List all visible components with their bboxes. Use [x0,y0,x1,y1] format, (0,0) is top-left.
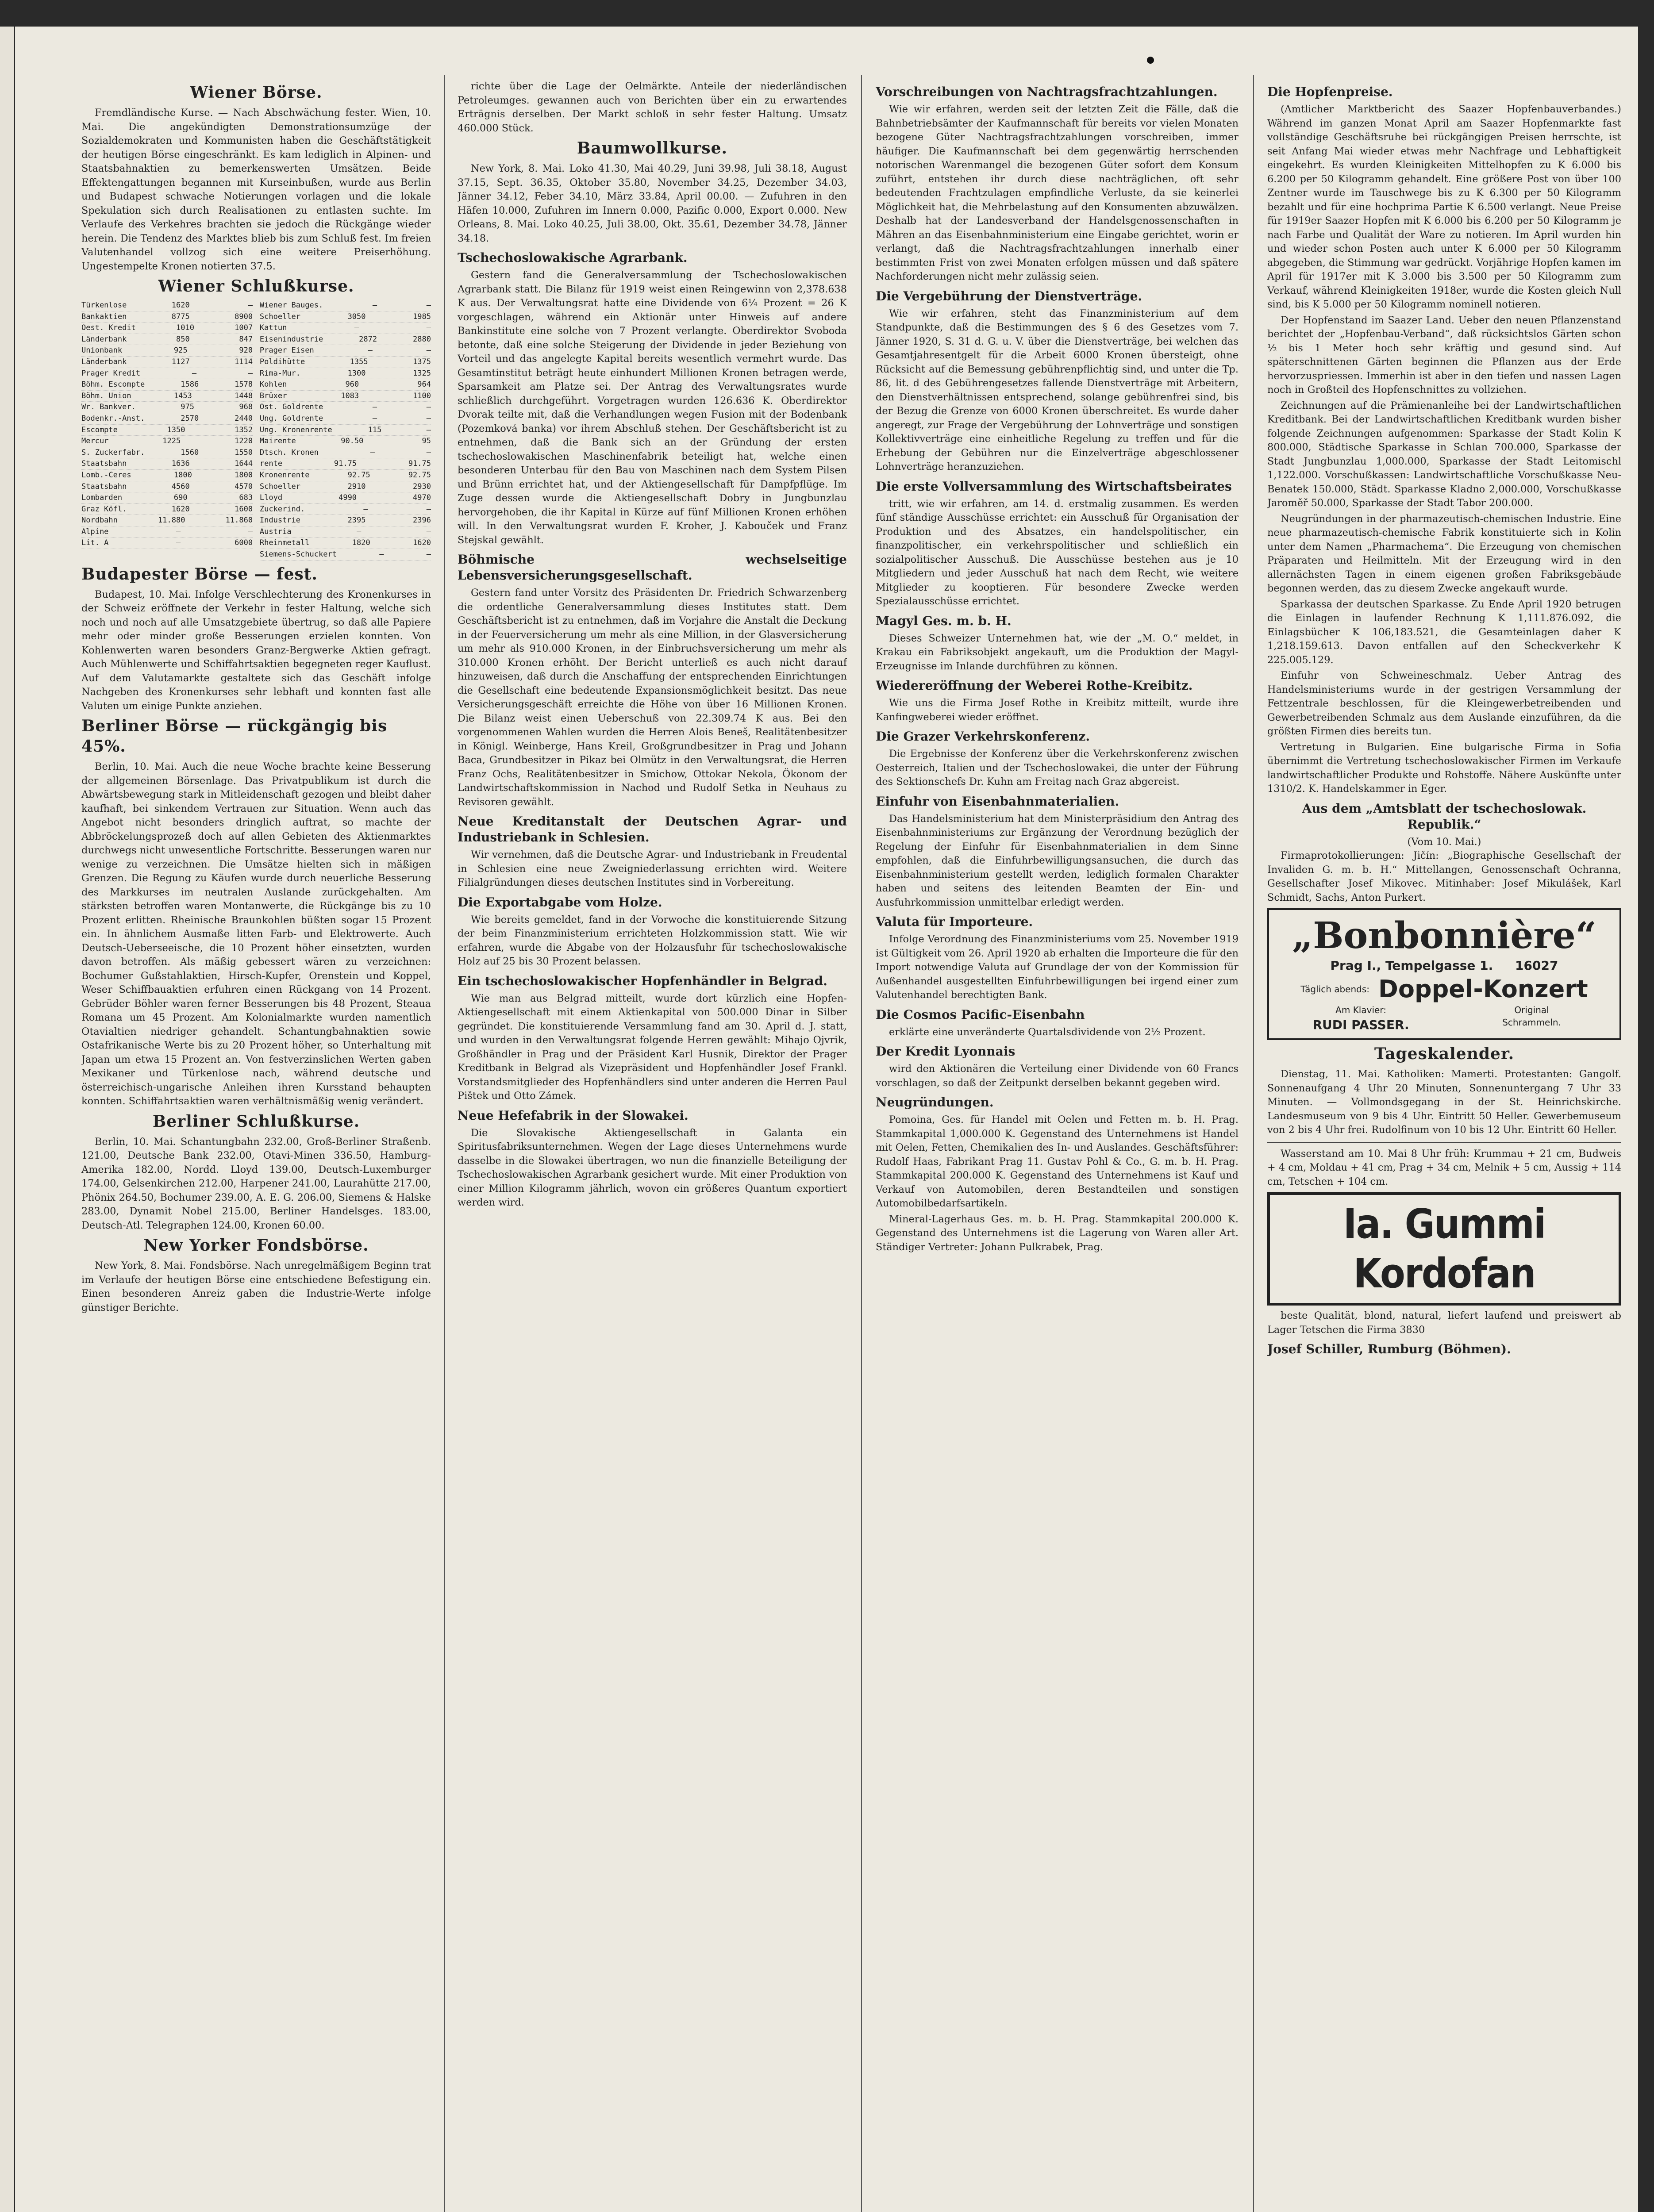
quote-table-right [260,300,431,561]
article-magyl: Dieses Schweizer Unternehmen hat, wie der „M. O.“ meldet, in Krakau ein Fabriksobjekt angekauft, um die Produktion der Magyl-Erzeugnisse im Inlande durchführen zu können. [876,632,1239,672]
quote-row [81,391,253,402]
article-hopfenhaendler: Wie man aus Belgrad mitteilt, wurde dort kürzlich eine Hopfen-Aktiengesellschaft mit einem Aktienkapital von 500.000 Dinar in Silber gegründet. Die konstituierende Versammlung fand am 30. April d. J. statt, und wurden in den Verwaltungsrat folgende Herren gewählt: Mihajo Ojvrik, Großhändler in Prag und der Präsident Karl Husnik, Direktor der Prager Kreditbank in Belgrad als Vizepräsident und Hopfenhändler Josef Frankl. Vorstandsmitglieder des Hopfenhändlers sind unter anderen die Herren Paul Pištek und Otto Zámek. [458,992,847,1102]
quote-value: 11.860 [225,516,253,525]
advert-event: Doppel-Konzert [1378,975,1588,1003]
article-lebensversicherung: Gestern fand unter Vorsitz des Präsidenten Dr. Friedrich Schwarzenberg die ordentliche Generalversammlung dieses Institutes statt. Dem Geschäftsbericht ist zu entnehmen, daß im Vorjahre die Anstalt die Deckung in der Feuerversicherung um mehr als eine Million, in der Glasversicherung um mehr als 910.000 Kronen, in der Einbruchsversicherung um mehr als 310.000 Kronen erhöht. Der Bericht unterließ es auch nicht darauf hinzuweisen, daß durch die Anschaffung der entsprechenden Einrichtungen die Gesellschaft eine bedeutende Expansionsmöglichkeit besitzt. Das neue Versicherungsgeschäft erreichte die Höhe von über 16 Millionen Kronen. Die Bilanz weist einen Ueberschuß von 22.309.74 K aus. Bei den vorgenommenen Wahlen wurden die Herren Alois Beneš, Realitätenbesitzer in Königl. Weinberge, Hans Kreil, Großgrundbesitzer in Prag und Johann Baca, Grundbesitzer in Pikaz bei Olmütz in den Verwaltungsrat, die Herren Franz Ochs, Realitätenbesitzer in Smichow, Ottokar Nekola, Ökonom der Landwirtschaftskommission in Nachod und Rudolf Setka in Neuhaus zu Revisoren gewählt. [458,587,847,808]
quote-value: 1375 [413,357,431,366]
quote-value: 1644 [235,459,253,469]
quote-name: Böhm. Escompte [81,380,145,389]
quote-value: — [192,369,197,378]
quote-value: 1636 [171,459,190,469]
quote-value: 95 [422,437,431,446]
quote-row [81,458,253,470]
advert-pianist [1312,1004,1409,1034]
quote-value: — [248,369,253,378]
column-3 [876,80,1239,2212]
quote-name: Nordbahn [81,516,118,525]
quote-value: 690 [173,493,188,503]
article-berliner-schlusskurse: Berlin, 10. Mai. Schantungbahn 232.00, Groß-Berliner Straßenb. 121.00, Deutsche Bank 232.00, Otavi-Minen 336.50, Hamburg-Amerika 182.00, Nordd. Lloyd 139.00, Deutsch-Luxemburger 174.00, Gelsenkirchen 212.00, Harpener 241.00, Laurahütte 217.00, Phönix 264.50, Bochumer 239.00, A. E. G. 206.00, Siemens & Halske 283.00, Dynamit Nobel 215.00, Berliner Handelsges. 183.00, Deutsch-Atl. Telegraphen 124.00, Kronen 60.00. [81,1136,431,1231]
advert-pianist-name: RUDI PASSER. [1312,1018,1409,1032]
quote-row [260,492,431,504]
heading-nachtragsfracht: Vorschreibungen von Nachtragsfrachtzahlungen. [876,84,1218,99]
quote-value: 1620 [171,504,190,514]
quote-value: 92.75 [408,470,431,480]
quote-name: Bodenkr.-Anst. [81,414,145,423]
quote-value: 1114 [235,357,253,366]
quote-value: 1083 [341,391,359,400]
quote-row [260,311,431,323]
article-hopfenstand: Der Hopfenstand im Saazer Land. Ueber den neuen Pflanzenstand berichtet der „Hopfenbau-Verband“, daß rücksichtslos Gärten schon ½ bis 1 Meter hoch sehr kräftig und gesund sind. Auf späterschnittenen Gärten beginnen die Pflanzen aus der Erde hervorzuspriessen. Immerhin ist aber in den tiefen und nassen Lagen noch in Großteil des Hopfenschnittes zu vollziehen. [1267,314,1621,396]
heading-verkehrskonferenz: Die Grazer Verkehrskonferenz. [876,729,1090,744]
heading-wiener-schlusskurse: Wiener Schlußkurse. [158,277,354,296]
article-neugruendungen: Pomoina, Ges. für Handel mit Oelen und Fetten m. b. H. Prag. Stammkapital 1,000.000 K. Gegenstand des Unternehmens ist Handel mit Oelen, Fetten, Chemikalien des In- und Auslandes. Geschäftsführer: Rudolf Haas, Fabrikant Prag 11. Gustav Pohl & Co., G. m. b. H. Prag. Stammkapital 200.000 K. Gegenstand des Unternehmens ist Kauf und Verkauf von Automobilen, deren Bestandteilen und sonstigen Automobilbedarfsartikeln. [876,1114,1239,1209]
article-neugruendungen-2: Mineral-Lagerhaus Ges. m. b. H. Prag. Stammkapital 200.000 K. Gegenstand des Unternehmens ist die Lagerung von Waren aller Art. Ständiger Vertreter: Johann Pulkrabek, Prag. [876,1213,1239,1253]
column-4 [1267,80,1621,2212]
heading-valuta-importeure: Valuta für Importeure. [876,914,1033,929]
quote-value: — [426,323,431,333]
quote-value: 683 [239,493,253,503]
article-firmaprotokoll: Firmaprotokollierungen: Jičín: „Biographische Gesellschaft der Invaliden G. m. b. H.“ Mittellangen, Genossenschaft Ochranna, Gesellschafter Josef Mikovec. Mitinhaber: Josef Mikulášek, Karl Schmidt, Sachs, Anton Purkert. [1267,850,1621,903]
quote-value: 1985 [413,312,431,321]
quote-name: Böhm. Union [81,391,131,400]
quote-value: 90.50 [341,437,364,446]
heading-hefefabrik: Neue Hefefabrik in der Slowakei. [458,1108,689,1123]
quote-value: 2872 [359,334,377,344]
heading-magyl: Magyl Ges. m. b. H. [876,613,1012,628]
quote-row [260,436,431,447]
advert-performers-row [1273,1004,1615,1034]
quote-name: Türkenlose [81,301,127,310]
quote-value: 1007 [235,323,253,333]
quote-row [81,323,253,334]
quote-name: Schoeller [259,482,301,491]
quote-value: 847 [239,334,253,344]
quote-value: 11.880 [158,516,185,525]
quote-value: 4570 [235,482,253,491]
quote-name: Zuckerind. [259,504,305,514]
quote-value: 920 [239,346,253,355]
quote-row [260,526,431,538]
quote-value: 3050 [347,312,366,321]
article-bulgarien: Vertretung in Bulgarien. Eine bulgarische Firma in Sofia übernimmt die Vertretung tschechoslowakischer Firmen im Verkaufe landwirtschaftlicher Produkte und Rohstoffe. Nähere Auskünfte unter 1310/2. K. Handelskammer in Eger. [1267,741,1621,795]
heading-lebensversicherung: Böhmische wechselseitige Lebensversicherungsgesellschaft. [458,552,847,583]
quote-row [260,481,431,493]
quote-row [81,470,253,481]
advert-gummi-kordofan [1267,1192,1621,1306]
article-kreditanstalt: Wir vernehmen, daß die Deutsche Agrar- und Industriebank in Freudental in Schlesien eine neue Zweigniederlassung errichten wird. Weitere Filialgründungen dieses deutschen Institutes sind in Vorbereitung. [458,849,847,888]
heading-neugruendungen: Neugründungen. [876,1095,994,1110]
quote-value: 2570 [181,414,199,423]
quote-value: 2880 [413,334,431,344]
advert-kordofan-body: beste Qualität, blond, natural, liefert laufend und preiswert ab Lager Tetschen die Firma [1267,1310,1621,1336]
quote-value: 1220 [235,437,253,446]
quote-row [260,379,431,391]
quote-name: Mairente [259,437,296,446]
quote-name: Industrie [259,516,301,525]
quote-value: 1448 [235,391,253,400]
quote-value: 115 [368,425,382,434]
quote-value: — [426,403,431,412]
quote-name: Eisenindustrie [259,334,323,344]
heading-budapester-boerse: Budapester Börse — fest. [81,565,318,584]
quote-name: Unionbank [81,346,123,355]
quote-value: 2395 [347,516,366,525]
quote-value: 925 [173,346,188,355]
advert-bonbonniere-address [1273,957,1615,975]
quote-row [81,379,253,391]
quote-name: Länderbank [81,357,127,366]
article-continuation: richte über die Lage der Oelmärkte. Anteile der niederländischen Petroleumges. gewannen auch von Berichten über ein zu erwartendes Erträgnis derselben. Der Markt schloß in sehr fester Haltung. Umsatz 460.000 Stück. [458,81,847,134]
quote-row [260,504,431,515]
quote-value: 8775 [171,312,190,321]
quote-value: — [426,550,431,559]
quote-row [260,470,431,481]
quote-value: 1127 [171,357,190,366]
quote-row [81,300,253,311]
article-berliner-boerse: Berlin, 10. Mai. Auch die neue Woche brachte keine Besserung der allgemeinen Börsenlage. Das Privatpublikum ist durch die Abwärtsbewegung stark in Mitleidenschaft gezogen und bleibt daher kaufhaft, bei sinkendem Vertrauen zur Situation. Wenn auch das Angebot nicht besonders dringlich auftrat, so machte der Abbröckelungsprozeß doch auf allen Gebieten des Aktienmarktes durchwegs nicht unwesentliche Fortschritte. Besserungen waren nur wenige zu verzeichnen. Die Umsätze hielten sich in mäßigen Grenzen. Die Regung zu Käufen wurde durch neuerliche Besserung des Markkurses im neutralen Auslande zurückgehalten. Am stärksten betroffen waren Montanwerte, die Rückgänge bis zu 10 Prozent erlitten. Rheinische Braunkohlen büßten sogar 15 Prozent ein. In ähnlichem Ausmaße litten Farb- und Elektrowerte. Auch Deutsch-Ueberseeische, die 10 Prozent höher einsetzten, wurden davon betroffen. Als mäßig gebessert wären zu verzeichnen: Bochumer Gußstahlaktien, Hirsch-Kupfer, Orenstein und Koppel, Weser Schiffbauaktien erfuhren einen Rückgang von 14 Prozent. Gebrüder Böhler waren ferner Besserungen bis 48 Prozent, Steaua Romana um 45 Prozent. Am Kolonialmarkte wurden namentlich Otavialtien niedriger gehandelt. Schantungbahnaktien sowie Ostafrikanische Werte bis zu 20 Prozent höher, so Unterhaltung mit Japan um etwa 15 Prozent an. Von festverzinslichen Werten gaben Mexikaner und Türkenlose nach, während deutsche und österreichisch-ungarische Anleihen ihren Kursstand behaupten konnten. Schiffahrtsaktien waren verhältnismäßig wenig verändert. [81,761,431,1107]
article-new-yorker-fondsboerse: New York, 8. Mai. Fondsbörse. Nach unregelmäßigem Beginn trat im Verlaufe der heutigen Börse eine entschiedene Befestigung ein. Einen besonderen Anreiz gaben die Industrie-Werte infolge günstiger Berichte. [81,1260,431,1313]
quote-name: Poldihütte [259,357,305,366]
divider [1267,1142,1621,1143]
quote-row [260,300,431,311]
heading-baumwollkurse: Baumwollkurse. [577,139,728,157]
advert-event-row [1273,975,1615,1004]
quote-name: Ung. Goldrente [259,414,323,423]
quote-name: Prager Eisen [259,346,314,355]
article-hefefabrik: Die Slovakische Aktiengesellschaft in Galanta ein Spiritusfabriksunternehmen. Wegen der Lage dieses Unternehmens wurde dasselbe in die Slowakei übertragen, wo nun die finanzielle Beteiligung der Tschechoslowakischen Agrarbank gesichert wurde. Mit einer Produktion von einer Million Kilogramm jährlich, wovon ein größeres Quantum exportiert werden wird. [458,1127,847,1208]
heading-hopfenhaendler: Ein tschechoslowakischer Hopfenhändler in Belgrad. [458,973,827,988]
quote-value: 1352 [235,425,253,434]
quote-value: 4970 [413,493,431,503]
quote-name: Mercur [81,437,109,446]
quote-row [81,481,253,493]
quote-value: 91.75 [408,459,431,469]
quote-name: S. Zuckerfabr. [81,448,145,457]
heading-cosmos-pacific: Die Cosmos Pacific-Eisenbahn [876,1007,1085,1022]
quote-value: — [370,448,375,457]
quote-name: Ung. Kronenrente [259,425,332,434]
quote-name: Bankaktien [81,312,127,321]
quote-row [81,413,253,425]
quote-row [260,402,431,413]
article-nachtragsfracht: Wie wir erfahren, werden seit der letzten Zeit die Fälle, daß die Bahnbetriebsämter der Kaufmannschaft für bereits vor vielen Monaten bezogene Güter Nachtragsfrachtzahlungen vorschreiben, immer häufiger. Die Kaufmannschaft bei dem gegenwärtig herrschenden notorischen Warenmangel die bezogenen Güter sofort dem Konsum zuführt, entstehen ihr durch diese nachträglichen, oft sehr bedeutenden Frachtzulagen empfindliche Verluste, da sie keinerlei Möglichkeit hat, die Mehrbelastung auf den Konsumenten abzuwälzen. Deshalb hat der Landesverband der Handelsgenossenschaften in Mähren an das Eisenbahnministerium eine Eingabe gerichtet, worin er verlangt, daß die Nachtragsfrachtzahlungen innerhalb einer bestimmten Frist von zwei Monaten erfolgen müssen und daß spätere Nachforderungen nicht mehr zulässig seien. [876,104,1239,282]
quote-name: Staatsbahn [81,459,127,469]
quote-row [81,538,253,549]
quote-value: — [176,527,181,536]
quote-name: Kattun [259,323,287,333]
column-1 [81,80,431,2212]
quote-value: 1600 [235,504,253,514]
quote-row [260,413,431,425]
quote-name: Oest. Kredit [81,323,136,333]
heading-amtsblatt: Aus dem „Amtsblatt der tschechoslowak. Republik.“ [1302,801,1587,832]
quote-name: Kronenrente [259,470,310,480]
quote-table [81,300,431,561]
quote-value: 1225 [162,437,181,446]
quote-name: Lomb.-Ceres [81,470,131,480]
quote-name: rente [259,459,283,469]
quote-value: — [248,527,253,536]
quote-name: Rima-Mur. [259,369,301,378]
quote-row [260,368,431,380]
quote-value: — [357,527,362,536]
article-dienstvertraege: Wie wir erfahren, steht das Finanzministerium auf dem Standpunkte, daß die Bestimmungen des § 6 des Gesetzes vom 7. Jänner 1920, S. 31 d. G. u. V. über die Dienstverträge, bei welchen das Gesamtjahresentgelt für die Arbeit 6000 Kronen übersteigt, ohne Rücksicht auf die Bemessung gebührenpflichtig sind, und unter die Tp. 86, lit. d des Gebührengesetzes fallende Dienstverträge mit Arbeitern, den Dienstverhältnissen entsprechend, solange gebührenfrei sind, bis der Bezug die Grenze von 6000 Kronen überschreitet. Es wurde daher angeregt, zur Frage der Vergebührung der Lohnverträge und sonstigen Kollektivverträge eine einheitliche Regelung zu treffen und für die Erhebung der Gebühren nur die Einzelverträge abgeschlossener Lohnverträge heranzuziehen. [876,307,1239,472]
quote-name: Kohlen [259,380,287,389]
heading-hopfenpreise: Die Hopfenpreise. [1267,84,1393,99]
heading-wiener-boerse: Wiener Börse. [190,83,323,102]
quote-value: 850 [176,334,190,344]
quote-row [260,425,431,436]
quote-value: — [354,323,359,333]
quote-value: — [426,527,431,536]
quote-name: Wiener Bauges. [259,301,323,310]
quote-name: Lloyd [259,493,283,503]
quote-value: 8900 [235,312,253,321]
quote-name: Austria [259,527,292,536]
quote-value: 1325 [413,369,431,378]
quote-row [81,311,253,323]
quote-name: Lit. A [81,538,109,548]
advert-phone: 16027 [1515,958,1558,973]
article-schweineschmalz: Einfuhr von Schweineschmalz. Ueber Antrag des Handelsministeriums wurde in der gestrigen Versammlung der Fettzentrale beschlossen, für die Kleingewerbetreibenden und Gewerbetreibenden Schmalz aus dem Auslande einzuführen, da die größten Firmen dies bereits tun. [1267,670,1621,737]
quote-value: 960 [345,380,359,389]
quote-value: — [426,301,431,310]
quote-value: 975 [181,403,194,412]
advert-kordofan-text [1267,1309,1621,1337]
heading-kredit-lyonnais: Der Kredit Lyonnais [876,1044,1015,1059]
left-scan-edge [0,27,14,2212]
quote-value: 92.75 [347,470,370,480]
quote-value: 1100 [413,391,431,400]
quote-row [81,425,253,436]
article-budapester-boerse: Budapest, 10. Mai. Infolge Verschlechterung des Kronenkurses in der Schweiz eröffnete der Verkehr in fester Haltung, welche sich noch und noch auf alle Umsatzgebiete übertrug, so daß alle Papiere mehr oder minder große Besserungen erzielen konnten. Von Kohlenwerten waren besonders Granz-Bergwerke Aktien gefragt. Auch Mühlenwerte und Schiffahrtsaktien begegneten reger Kauflust. Auf dem Valutamarkte gestaltete sich das Geschäft infolge Nachgeben des Kronenkurses sehr lebhaft und konnten fast alle Valuten um einige Punkte anziehen. [81,588,431,712]
quote-row [260,447,431,459]
quote-name: Rheinmetall [259,538,310,548]
quote-row [260,458,431,470]
quote-name: Siemens-Schuckert [259,550,337,559]
article-valuta-importeure: Infolge Verordnung des Finanzministeriums vom 25. November 1919 ist Gültigkeit vom 26. April 1920 ab erhalten die Importeure die für den Import notwendige Valuta auf Grundlage der von der Kommission für Außenhandel ausgestellten Einfuhrbewilligungen bei irgend einer zum Valutenhandel berechtigten Bank. [876,933,1239,1001]
heading-tageskalender: Tageskalender. [1374,1045,1515,1063]
article-exportabgabe: Wie bereits gemeldet, fand in der Vorwoche die konstituierende Sitzung der beim Finanzministerium errichteten Holzkommission statt. Wie wir erfahren, wurde die Abgabe von der Holzausfuhr für tschechoslowakische Holz auf 25 bis 30 Prozent belassen. [458,914,847,967]
heading-kreditanstalt: Neue Kreditanstalt der Deutschen Agrar- und Industriebank in Schlesien. [458,814,847,845]
advert-daily: Täglich abends: [1300,984,1370,995]
quote-value: 1578 [235,380,253,389]
quote-value: 4560 [171,482,190,491]
quote-value: — [248,301,253,310]
quote-name: Brüxer [259,391,287,400]
quote-name: Länderbank [81,334,127,344]
quote-value: 1300 [347,369,366,378]
quote-name: Ost. Goldrente [259,403,323,412]
quote-value: 1453 [173,391,192,400]
article-hopfenpreise: (Amtlicher Marktbericht des Saazer Hopfenbauverbandes.) Während im ganzen Monat April am Saazer Hopfenmarkte fast vollständige Geschäftsruhe bei rückgängigen Preisen herrschte, ist seit Anfang Mai wieder etwas mehr Nachfrage und Lebhaftigkeit eingekehrt. Es wurden Kleinigkeiten Mittelhopfen zu K 6.000 bis 6.200 per 50 Kilogramm gehandelt. Eine größere Post von über 100 Zentner wurde im Tauschwege bis zu K 6.300 per 50 Kilogramm bezahlt und für eine hochprima Partie K 6.500 verlangt. Neue Preise für 1919er Saazer Hopfen mit K 6.000 bis 6.200 per 50 Kilogramm je nach Farbe und Qualität der Ware zu notieren. Im April wurden hin und wieder schon Posten auch unter K 6.000 per 50 Kilogramm abgegeben, die Stimmung war gedrückt. Vorjährige Hopfen kamen im April für 1917er mit K 3.000 bis 3.500 per 50 Kilogramm zum Verkauf, während Kleinigkeiten 1918er, wurde die Kosten gleich Null sind, bis K 5.000 per 50 Kilogramm nominell notieren. [1267,104,1621,310]
quote-value: 2910 [347,482,366,491]
quote-value: — [372,301,377,310]
article-wirtschaftsbeirat: tritt, wie wir erfahren, am 14. d. erstmalig zusammen. Es werden fünf ständige Ausschüsse errichtet: ein Ausschuß für Organisation der Produktion und des Absatzes, ein handelspolitischer, ein finanzpolitischer, ein verkehrspolitischer und schließlich ein sozialpolitischer Ausschuß. Die Ausschüsse bestehen aus je 10 Mitgliedern und jeder Ausschuß hat nach dem Recht, wie weitere Mitglieder zu kooptieren. Für besondere Zwecke werden Spezialausschüsse errichtet. [876,498,1239,607]
quote-value: — [176,538,181,548]
quote-value: 6000 [235,538,253,548]
quote-row [81,436,253,447]
quote-name: Wr. Bankver. [81,403,136,412]
quote-value: 2440 [235,414,253,423]
article-kredit-lyonnais: wird den Aktionären die Verteilung einer Dividende von 60 Francs vorschlagen, so daß der Zeitpunkt derselben bekannt gegeben wird. [876,1063,1239,1089]
quote-value: — [372,414,377,423]
quote-name: Alpine [81,527,109,536]
quote-name: Escompte [81,425,118,434]
quote-row [260,357,431,368]
quote-name: Dtsch. Kronen [259,448,319,457]
quote-value: 1820 [352,538,370,548]
article-verkehrskonferenz: Die Ergebnisse der Konferenz über die Verkehrskonferenz zwischen Oesterreich, Italien und der Tschechoslowakei, die unter der Führung des Sektionschefs Dr. Kuhn am Freitag nach Graz abgereist. [876,748,1239,787]
quote-value: 1355 [350,357,368,366]
advert-kordofan-title: Ia. Gummi Kordofan [1343,1200,1546,1297]
quote-value: 2396 [413,516,431,525]
quote-name: Lombarden [81,493,123,503]
scan-dot [1147,57,1154,64]
article-weberei: Wie uns die Firma Josef Rothe in Kreibitz mitteilt, wurde ihre Kanfingweberei wieder eröffnet. [876,697,1239,723]
quote-value: — [426,414,431,423]
column-rule-2 [861,75,862,2212]
quote-value: 1010 [176,323,194,333]
article-agrarbank: Gestern fand die Generalversammlung der Tschechoslowakischen Agrarbank statt. Die Bilanz für 1919 weist einen Reingewinn von 2,378.638 K aus. Der Verwaltungsrat hatte eine Dividende von 6¼ Prozent = 26 K vorgeschlagen, während ein Aktionär unter Hinweis auf andere Bankinstitute eine solche von 7 Prozent verlangte. Oberdirektor Svoboda betonte, daß eine solche Steigerung der Dividende in jeder Beziehung von Vorteil und das angelegte Kapital bereits wesentlich vermehrt wurde. Das Gesamtinstitut beträgt heute einhundert Millionen Kronen betragen werde, Sparsamkeit am Platze sei. Der Antrag des Verwaltungsrates wurde schließlich durchgeführt. Vorgetragen wurden 126.636 K. Oberdirektor Dvorak teilte mit, daß die Verhandlungen wegen Fusion mit der Bodenbank (Pozemková banka) vor ihrem Abschluß stehen. Der Geschäftsbericht ist zu entnehmen, daß die Bank sich an der Gründung der ersten tschechoslowakischen Maschinenfabrik beteiligt hat, welche einen besonderen Unterbau für den Bau von Maschinen nach dem System Pilsen und Brünn errichtet hat, und der Aktiengesellschaft für Dampfpflüge. Im Zuge dessen wurde die Aktiengesellschaft Dobry in Jungbunzlau hervorgehoben, die ihr Kapital in Kürze auf fünf Millionen Kronen erhöhen will. In den Verwaltungsrat wurden F. Kroher, J. Kabouček und Franz Stejskal gewählt. [458,269,847,546]
quote-row [260,549,431,561]
article-praemienanleihe: Zeichnungen auf die Prämienanleihe bei der Landwirtschaftlichen Kreditbank. Bei der Landwirtschaftlichen Kreditbank wurden bisher folgende Zeichnungen aufgenommen: Sparkasse der Stadt Kolin K 800.000, Städtische Sparkasse in Schlan 700.000, Sparkasse der Stadt Jungbunzlau 1,000.000, Sparkasse der Stadt Leitomischl 1,122.000. Vorschußkassen: Landwirtschaftliche Vorschußkasse Neu-Benatek 150.000, Städt. Sparkasse Kladno 2,000.000, Vorschußkasse Jaroměř 50.000, Sparkasse der Stadt Tabor 200.000. [1267,399,1621,509]
quote-value: 1620 [413,538,431,548]
quote-row [81,357,253,368]
advert-bonbonniere-title: „Bonbonnière“ [1292,914,1596,957]
quote-value: 1800 [173,470,192,480]
quote-value: 1560 [181,448,199,457]
quote-row [81,492,253,504]
quote-value: 968 [239,403,253,412]
advert-kordofan-code: 3830 [1400,1324,1425,1336]
quote-row [260,323,431,334]
quote-row [81,526,253,538]
advert-pianist-label: Am Klavier: [1335,1005,1386,1015]
quote-row [260,345,431,357]
article-sparkasse: Sparkassa der deutschen Sparkasse. Zu Ende April 1920 betrugen die Einlagen in laufender Rechnung K 1,111.876.092, die Einlagsbücher K 106,183.521, die Gesamteinlagen daher K 1,218.159.613. Davon entfallen auf den Scheckverkehr K 225.005.129. [1267,598,1621,666]
heading-wirtschaftsbeirat: Die erste Vollversammlung des Wirtschaftsbeirates [876,479,1232,494]
quote-table-left [81,300,253,561]
quote-value: — [426,504,431,514]
quote-name: Graz Köfl. [81,504,127,514]
advert-kordofan-firm: Josef Schiller, Rumburg (Böhmen). [1267,1342,1511,1356]
heading-eisenbahnmaterial: Einfuhr von Eisenbahnmaterialien. [876,794,1119,809]
quote-name: Prager Kredit [81,369,141,378]
quote-value: — [368,346,373,355]
article-eisenbahnmaterial: Das Handelsministerium hat dem Ministerpräsidium den Antrag des Eisenbahnministeriums zur Ergänzung der Verordnung bezüglich der Regelung der Einfuhr für Eisenbahnmaterialien in dem Sinne empfohlen, daß die Einfuhrbewilligungsansuchen, die durch das Eisenbahnministerium gestellt werden, lediglich formalen Charakter haben und seitens des leitenden Beamten der Ein- und Ausfuhrkommission unmittelbar erledigt werden. [876,813,1239,908]
quote-row [81,515,253,526]
quote-value: — [372,403,377,412]
quote-row [260,391,431,402]
quote-row [81,368,253,380]
heading-agrarbank: Tschechoslowakische Agrarbank. [458,250,688,265]
quote-value: — [379,550,384,559]
advert-original: Original Schrammeln. [1502,1005,1561,1028]
quote-row [81,402,253,413]
heading-weberei: Wiedereröffnung der Weberei Rothe-Kreibitz. [876,678,1193,693]
quote-value: — [426,425,431,434]
quote-row [260,334,431,346]
heading-berliner-boerse: Berliner Börse — rückgängig bis 45%. [81,717,388,756]
article-wiener-boerse: Fremdländische Kurse. — Nach Abschwächung fester. Wien, 10. Mai. Die angekündigten Demonstrationsumzüge der Sozialdemokraten und Kommunisten haben die Geschäftstätigkeit der heutigen Börse eingeschränkt. Es kam lediglich in Alpinen- und Staatsbahnaktien zu bemerkenswerten Umsätzen. Beide Effektengattungen begannen mit Kurseinbußen, wurde aus Berlin und Budapest schwache Notierungen vorlagen und die lokale Spekulation sich durch Realisationen zu entlasten suchte. Im Verlaufe des Verkehres brachten sie jedoch die Rückgänge wieder herein. Die Tendenz des Marktes blieb bis zum Schluß fest. Im freien Valutenhandel vollzog sich eine weitere Preiserhöhung. Ungestempelte Kronen notierten 37.5. [81,107,431,272]
quote-row [81,334,253,346]
quote-row [81,447,253,459]
quote-value: 1586 [181,380,199,389]
quote-value: 1550 [235,448,253,457]
column-rule-3 [1253,75,1254,2212]
article-tageskalender: Dienstag, 11. Mai. Katholiken: Mamerti. Protestanten: Gangolf. Sonnenaufgang 4 Uhr 20 Minuten, Sonnenuntergang 7 Uhr 33 Minuten. — Vollmondsgegang in der St. Heinrichskirche. Landesmuseum von 9 bis 4 Uhr. Eintritt 50 Heller. Gewerbemuseum von 2 bis 4 Uhr frei. Rudolfinum von 10 bis 12 Uhr. Eintritt 60 Heller. [1267,1068,1621,1136]
quote-value: 1800 [235,470,253,480]
quote-value: 1350 [167,425,185,434]
quote-value: — [363,504,368,514]
advert-address: Prag I., Tempelgasse 1. [1330,958,1493,973]
quote-value: 1620 [171,301,190,310]
quote-name: Schoeller [259,312,301,321]
heading-berliner-schlusskurse: Berliner Schlußkurse. [152,1112,360,1131]
heading-new-yorker-fondsboerse: New Yorker Fondsbörse. [143,1236,369,1255]
heading-exportabgabe: Die Exportabgabe vom Holze. [458,895,662,910]
column-2 [458,80,847,2212]
quote-value: 4990 [338,493,357,503]
article-pharmazeutisch: Neugründungen in der pharmazeutisch-chemischen Industrie. Eine neue pharmazeutisch-chemische Fabrik konstituierte sich in Kolin unter dem Namen „Pharmachema“. Die Erzeugung von chemischen Präparaten und Heilmitteln. Mit der Erzeugung wird in den allernächsten Tagen in einem eigenen großen Fabriksgebäude begonnen werden, das zu diesem Zwecke angekauft wurde. [1267,513,1621,594]
article-baumwollkurse: New York, 8. Mai. Loko 41.30, Mai 40.29, Juni 39.98, Juli 38.18, August 37.15, Sept. 36.35, Oktober 35.80, November 34.25, Dezember 34.03, Jänner 34.12, Feber 34.10, März 33.84, April 00.00. — Zufuhren in den Häfen 10.000, Zufuhren im Innern 0.000, Pazific 0.000, Export 0.000. New Orleans, 8. Mai. Loko 40.25, Juli 38.00, Okt. 35.61, Dezember 34.78, Jänner 34.18. [458,163,847,244]
quote-row [260,538,431,549]
article-cosmos-pacific: erklärte eine unveränderte Quartalsdividende von 2½ Prozent. [889,1026,1206,1038]
quote-value: 91.75 [334,459,357,469]
advert-bonbonniere [1267,908,1621,1040]
amtsblatt-date: (Vom 10. Mai.) [1407,836,1481,848]
quote-value: 2930 [413,482,431,491]
quote-row [81,345,253,357]
quote-value: — [426,346,431,355]
quote-row [81,504,253,515]
newspaper-page [15,27,1638,2212]
quote-name: Staatsbahn [81,482,127,491]
quote-value: — [426,448,431,457]
quote-row [260,515,431,526]
article-wasserstand: Wasserstand am 10. Mai 8 Uhr früh: Krummau + 21 cm, Budweis + 4 cm, Moldau + 41 cm, Prag + 34 cm, Melnik + 5 cm, Aussig + 114 cm, Tetschen + 104 cm. [1267,1148,1621,1187]
heading-dienstvertraege: Die Vergebührung der Dienstverträge. [876,288,1142,303]
column-rule-1 [444,75,445,2212]
quote-value: 964 [417,380,431,389]
